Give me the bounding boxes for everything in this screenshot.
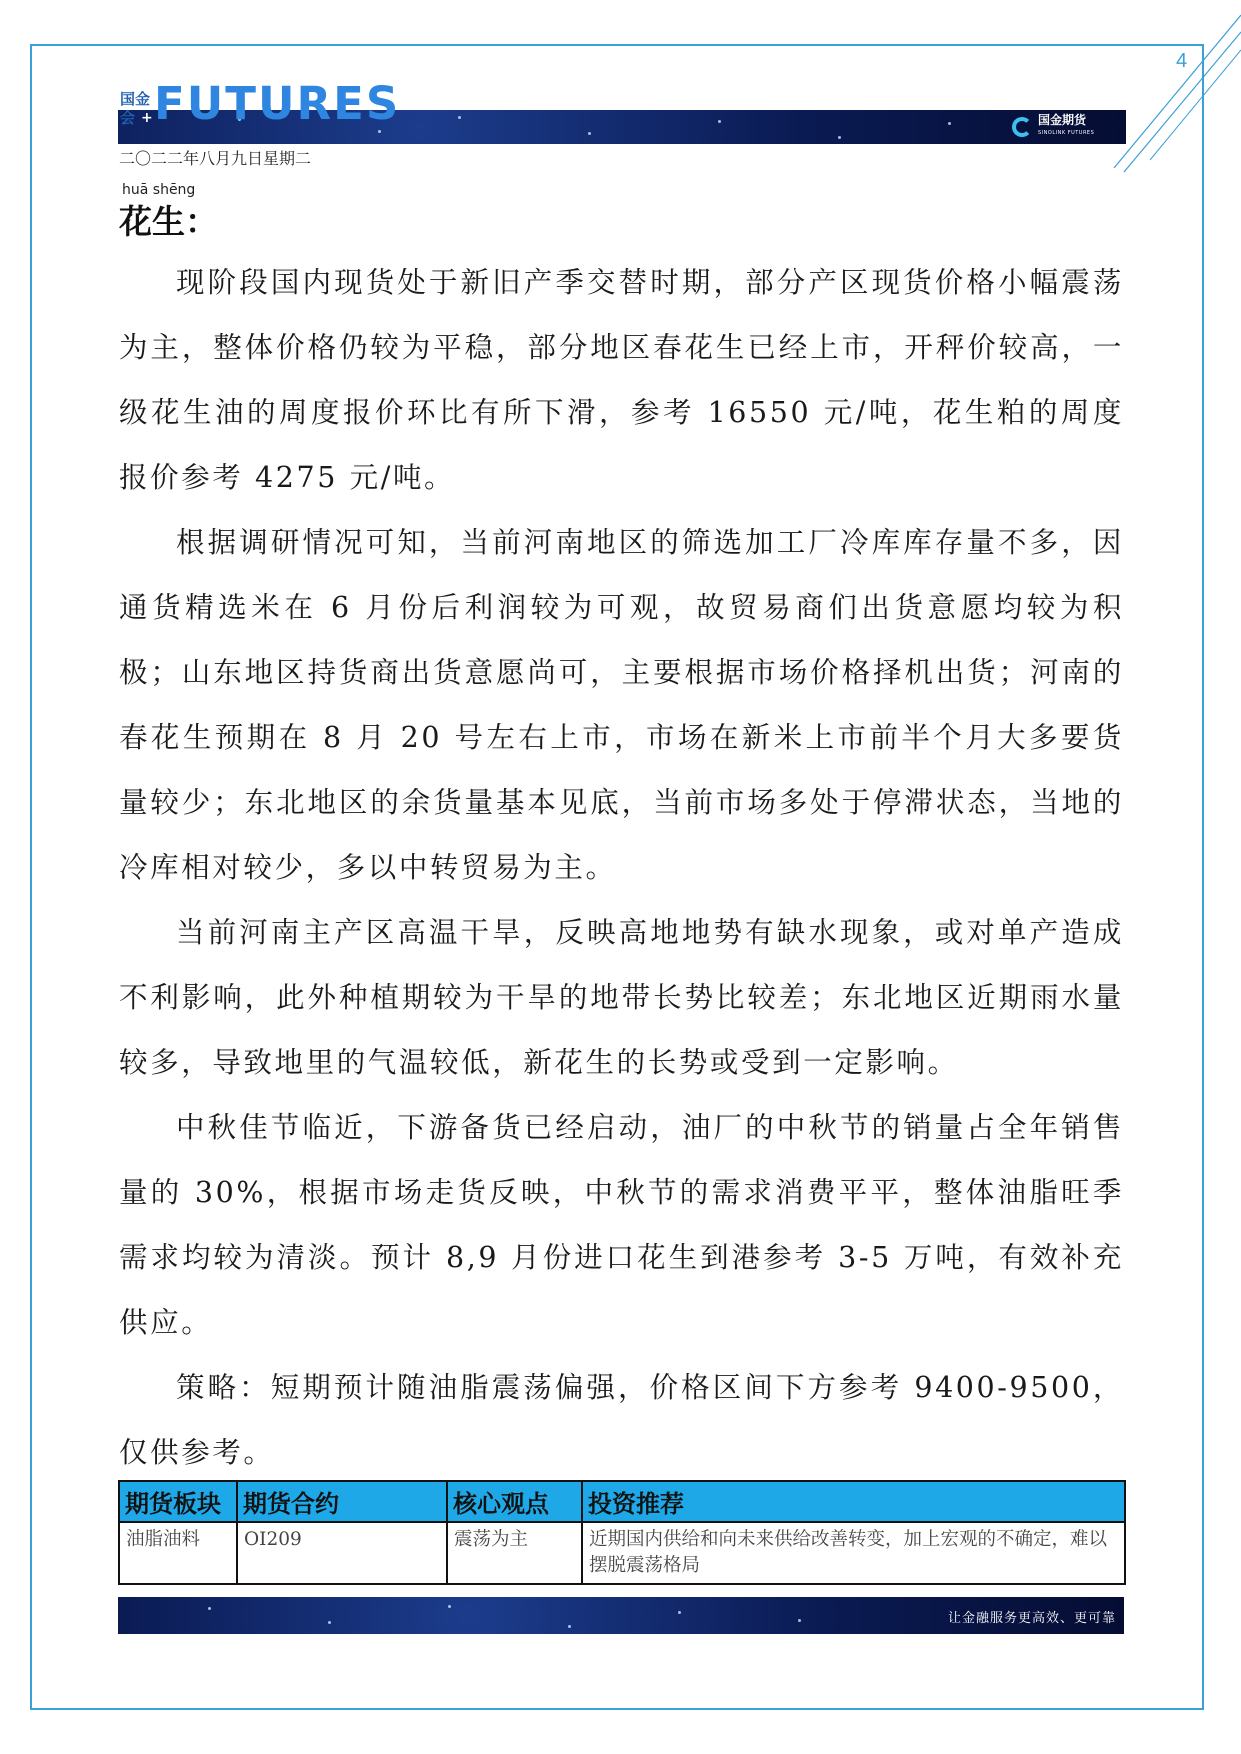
brand-cn-line1: 国金	[120, 90, 151, 108]
company-logo	[1012, 113, 1094, 141]
logo-mark-icon	[1012, 117, 1032, 137]
logo-text	[1038, 114, 1094, 140]
section-title: 花生：	[119, 202, 218, 241]
paragraph: 当前河南主产区高温干旱，反映高地地势有缺水现象，或对单产造成不利影响，此外种植期较为干旱的地带长势比较差；东北地区近期雨水量较多，导致地里的气温较低，新花生的长势或受到一定影响。	[119, 916, 1124, 1079]
header-contract: 期货合约	[237, 1481, 447, 1522]
brand-plus: +	[141, 110, 153, 126]
paragraph: 根据调研情况可知，当前河南地区的筛选加工厂冷库库存量不多，因通货精选米在 6 月份后利润较为可观，故贸易商们出货意愿均较为积极；山东地区持货商出货意愿尚可，主要根据市场价格择机出货；河南的春花生预期在 8 月 20 号左右上市，市场在新米上市前半个月大多要货量较少；东北地区的余货量基本见底，当前市场多处于停滞状态，当地的冷库相对较少，多以中转贸易为主。	[119, 526, 1124, 884]
header-recommendation: 投资推荐	[582, 1481, 1125, 1522]
corner-decoration	[1110, 0, 1241, 175]
cell-contract: OI209	[237, 1522, 447, 1584]
header-view: 核心观点	[447, 1481, 582, 1522]
logo-subtitle: SINOLINK FUTURES	[1038, 130, 1095, 136]
cell-view: 震荡为主	[447, 1522, 582, 1584]
brand-cn-line2: 会	[120, 109, 136, 127]
cell-recommendation: 近期国内供给和向未来供给改善转变，加上宏观的不确定，难以摆脱震荡格局	[582, 1522, 1125, 1584]
table-row	[119, 1522, 1125, 1584]
page-number: 4	[1176, 50, 1188, 72]
header-sector: 期货板块	[119, 1481, 237, 1522]
paragraph: 策略：短期预计随油脂震荡偏强，价格区间下方参考 9400-9500，仅供参考。	[119, 1371, 1124, 1469]
report-body	[119, 250, 1124, 1485]
report-date: 二〇二二年八月九日星期二	[119, 149, 312, 168]
summary-table	[118, 1480, 1126, 1585]
table-header-row	[119, 1481, 1125, 1522]
logo-name: 国金期货	[1038, 113, 1087, 127]
title-pinyin: huā shēng	[122, 182, 196, 198]
footer-slogan: 让金融服务更高效、更可靠	[947, 1611, 1116, 1626]
cell-sector: 油脂油料	[119, 1522, 237, 1584]
footer-banner	[118, 1597, 1124, 1634]
paragraph: 现阶段国内现货处于新旧产季交替时期，部分产区现货价格小幅震荡为主，整体价格仍较为平稳，部分地区春花生已经上市，开秤价较高，一级花生油的周度报价环比有所下滑，参考 16550 元/吨，花生粕的周度报价参考 4275 元/吨。	[119, 266, 1124, 494]
paragraph: 中秋佳节临近，下游备货已经启动，油厂的中秋节的销量占全年销售量的 30%，根据市场走货反映，中秋节的需求消费平平，整体油脂旺季需求均较为清淡。预计 8,9 月份进口花生到港参考 3-5 万吨，有效补充供应。	[119, 1111, 1124, 1339]
brand-futures-title: FUTURES	[154, 77, 401, 130]
